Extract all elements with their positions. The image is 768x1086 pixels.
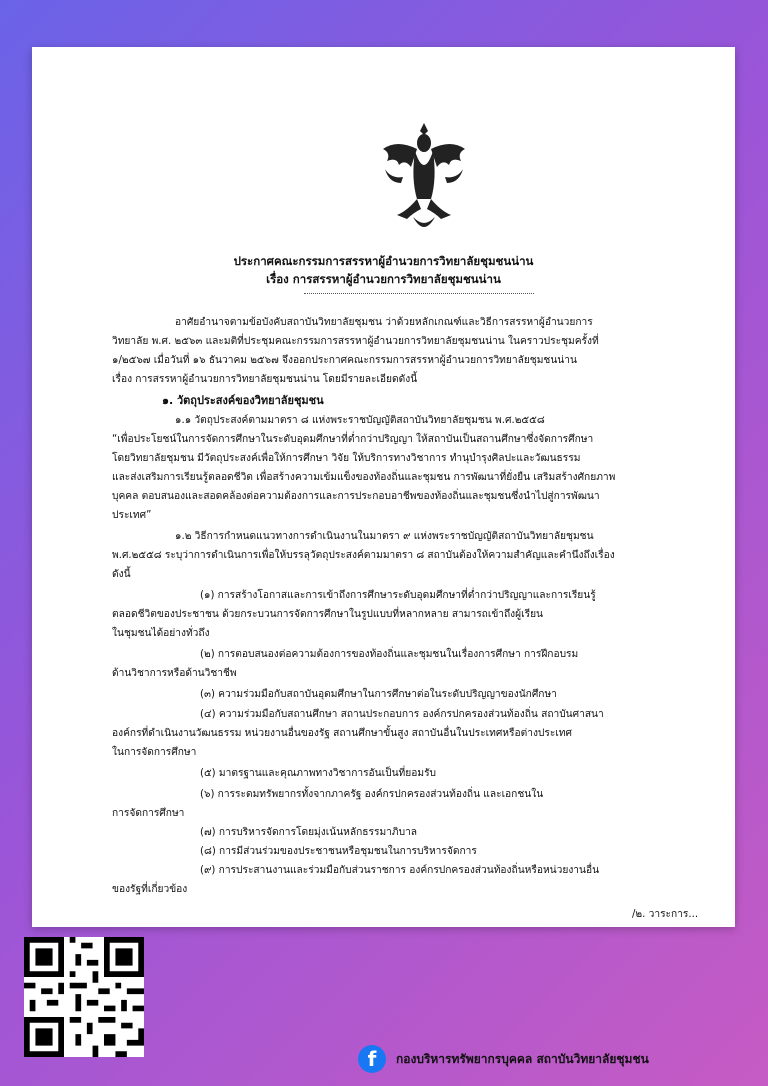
s11-line-4: และส่งเสริมการเรียนรู้ตลอดชีวิต เพื่อสร้างความเข้มแข็งของท้องถิ่นและชุมชน การพัฒนาที่ยั่งยืน เสริมสร้างศักยภาพ bbox=[112, 472, 616, 484]
facebook-icon[interactable]: f bbox=[358, 1045, 386, 1073]
garuda-emblem-icon bbox=[377, 119, 471, 237]
item-2-line-2: ด้านวิชาการหรือด้านวิชาชีพ bbox=[112, 667, 237, 679]
s11-line-6: ประเทศ” bbox=[112, 510, 152, 522]
s11-line-2: “เพื่อประโยชน์ในการจัดการศึกษาในระดับอุดมศึกษาที่ต่ำกว่าปริญญา ให้สถาบันเป็นสถานศึกษาซึ่งจัดการศึกษา bbox=[112, 434, 594, 446]
qr-code-icon bbox=[24, 937, 144, 1057]
item-4-line-1: (๔) ความร่วมมือกับสถานศึกษา สถานประกอบการ องค์กรปกครองส่วนท้องถิ่น สถาบันศาสนา bbox=[200, 709, 604, 721]
item-9-line-2: ของรัฐที่เกี่ยวข้อง bbox=[112, 884, 188, 895]
s12-line-1: ๑.๒ วิธีการกำหนดแนวทางการดำเนินงานในมาตรา ๙ แห่งพระราชบัญญัติสถาบันวิทยาลัยชุมชน bbox=[175, 531, 594, 543]
s12-line-2: พ.ศ.๒๕๕๘ ระบุว่าการดำเนินการเพื่อให้บรรลุวัตถุประสงค์ตามมาตรา ๘ สถาบันต้องให้ความสำคัญและคำนึงถึงเรื่อง bbox=[112, 550, 615, 562]
s11-line-5: บุคคล ตอบสนองและสอดคล้องต่อความต้องการและการประกอบอาชีพของท้องถิ่นและชุมชนซึ่งนำไปสู่การพัฒนา bbox=[112, 491, 600, 503]
section-1-title: ๑. วัตถุประสงค์ของวิทยาลัยชุมชน bbox=[162, 394, 324, 408]
s11-line-3: โดยวิทยาลัยชุมชน มีวัตถุประสงค์เพื่อให้การศึกษา วิจัย ให้บริการทางวิชาการ ทำนุบำรุงศิลปะและวัฒนธรรม bbox=[112, 453, 581, 465]
item-1-line-1: (๑) การสร้างโอกาสและการเข้าถึงการศึกษาระดับอุดมศึกษาที่ต่ำกว่าปริญญาและการเรียนรู้ bbox=[200, 589, 596, 601]
footer-org[interactable] bbox=[358, 1044, 738, 1074]
item-1-line-2: ตลอดชีวิตของประชาชน ด้วยกระบวนการจัดการศึกษาในรูปแบบที่หลากหลาย สามารถเข้าถึงผู้เรียน bbox=[112, 608, 544, 620]
intro-line-1: อาศัยอำนาจตามข้อบังคับสถาบันวิทยาลัยชุมชน ว่าด้วยหลักเกณฑ์และวิธีการสรรหาผู้อำนวยการ bbox=[175, 316, 593, 328]
qr-code[interactable] bbox=[24, 937, 144, 1057]
item-5: (๕) มาตรฐานและคุณภาพทางวิชาการอันเป็นที่ยอมรับ bbox=[200, 768, 437, 780]
announcement-title: ประกาศคณะกรรมการสรรหาผู้อำนวยการวิทยาลัยชุมชนน่าน bbox=[233, 254, 534, 268]
document-page bbox=[32, 47, 735, 927]
page-continuation: /๒. วาระการ... bbox=[632, 909, 699, 920]
intro-line-3: ๑/๒๕๖๗ เมื่อวันที่ ๑๖ ธันวาคม ๒๕๖๗ จึงออกประกาศคณะกรรมการสรรหาผู้อำนวยการวิทยาลัยชุมชนน่าน bbox=[112, 354, 577, 366]
item-7: (๗) การบริหารจัดการโดยมุ่งเน้นหลักธรรมาภิบาล bbox=[200, 827, 418, 838]
item-6-line-2: การจัดการศึกษา bbox=[112, 808, 185, 819]
s11-line-1: ๑.๑ วัตถุประสงค์ตามมาตรา ๘ แห่งพระราชบัญญัติสถาบันวิทยาลัยชุมชน พ.ศ.๒๕๕๘ bbox=[175, 415, 545, 427]
item-6-line-1: (๖) การระดมทรัพยากรทั้งจากภาครัฐ องค์กรปกครองส่วนท้องถิ่น และเอกชนใน bbox=[200, 789, 544, 800]
intro-line-2: วิทยาลัย พ.ศ. ๒๕๖๓ และมติที่ประชุมคณะกรรมการสรรหาผู้อำนวยการวิทยาลัยชุมชนน่าน ในคราวประชุมครั้งที่ bbox=[112, 335, 599, 347]
item-8: (๘) การมีส่วนร่วมของประชาชนหรือชุมชนในการบริหารจัดการ bbox=[200, 846, 477, 857]
announcement-subject: เรื่อง การสรรหาผู้อำนวยการวิทยาลัยชุมชนน่าน bbox=[266, 272, 501, 286]
item-9-line-1: (๙) การประสานงานและร่วมมือกับส่วนราชการ องค์กรปกครองส่วนท้องถิ่นหรือหน่วยงานอื่น bbox=[200, 865, 600, 876]
item-2-line-1: (๒) การตอบสนองต่อความต้องการของท้องถิ่นและชุมชนในเรื่องการศึกษา การฝึกอบรม bbox=[200, 648, 579, 660]
org-name: กองบริหารทรัพยากรบุคคล สถาบันวิทยาลัยชุมชน bbox=[396, 1051, 649, 1066]
item-3: (๓) ความร่วมมือกับสถาบันอุดมศึกษาในการศึกษาต่อในระดับปริญญาของนักศึกษา bbox=[200, 688, 557, 700]
item-1-line-3: ในชุมชนได้อย่างทั่วถึง bbox=[112, 627, 210, 639]
item-4-line-3: ในการจัดการศึกษา bbox=[112, 747, 197, 759]
intro-line-4: เรื่อง การสรรหาผู้อำนวยการวิทยาลัยชุมชนน่าน โดยมีรายละเอียดดังนี้ bbox=[112, 373, 418, 385]
s12-line-3: ดังนี้ bbox=[112, 569, 131, 581]
title-divider bbox=[304, 293, 534, 294]
item-4-line-2: องค์กรที่ดำเนินงานวัฒนธรรม หน่วยงานอื่นของรัฐ สถานศึกษาขั้นสูง สถาบันอื่นในประเทศหรือต่างประเทศ bbox=[112, 728, 572, 740]
